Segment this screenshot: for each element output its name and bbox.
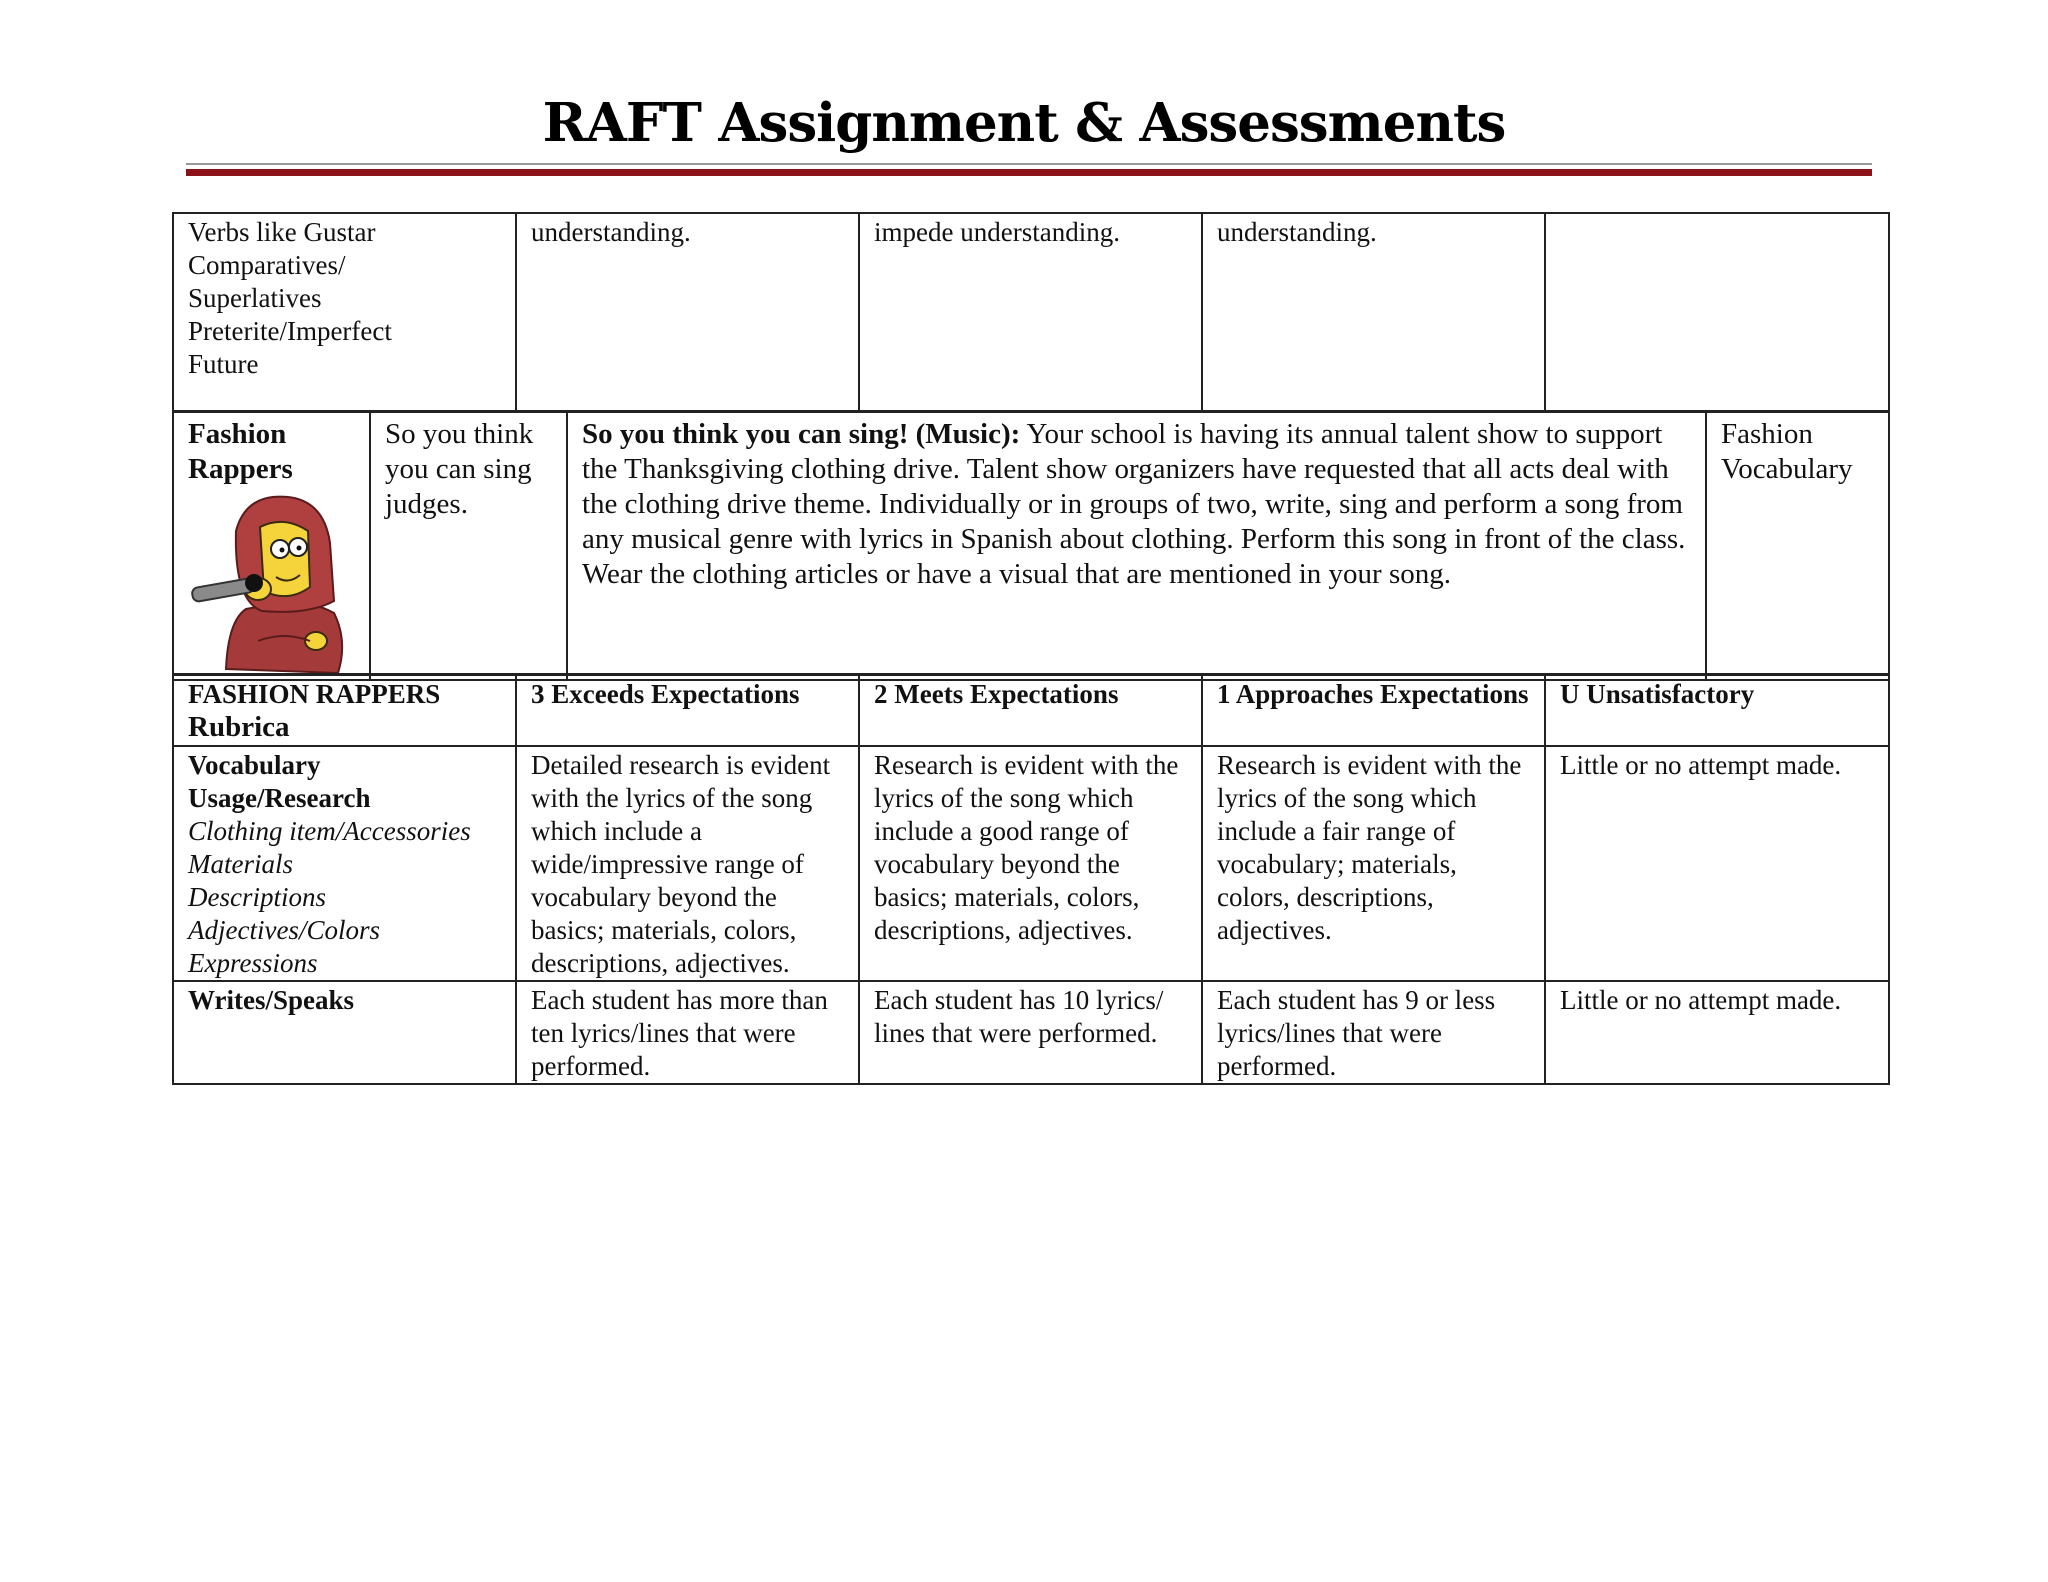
- raft-role-cell: [173, 412, 370, 681]
- criterion-title: Vocabulary: [188, 749, 321, 780]
- grammar-topic: Future: [188, 349, 259, 379]
- rubric-cell: Each student has 9 or less lyrics/lines that were performed.: [1202, 981, 1545, 1084]
- rubric-cell: Research is evident with the lyrics of the song which include a good range of vocabulary beyond the basics; materials, colors, descriptions, adjectives.: [859, 746, 1202, 981]
- criterion-detail: Descriptions: [188, 881, 326, 912]
- criterion-detail: Expressions: [188, 947, 318, 978]
- rubric-level-header: 3 Exceeds Expectations: [516, 675, 859, 746]
- raft-task-description: Your school is having its annual talent show to support the Thanksgiving clothing drive. Talent show organizers have requested that all acts deal with the clothing drive theme. Individually or in groups of two, write, sing and perform a song from any musical genre with lyrics in Spanish about clothing. Perform this song in front of the class. Wear the clothing articles or have a visual that are mentioned in your song.: [582, 418, 1686, 590]
- title-divider-thick: [186, 169, 1872, 176]
- rubric-criterion-cell: [173, 746, 516, 981]
- raft-audience-cell: So you think you can sing judges.: [370, 412, 567, 681]
- criterion-detail: Materials: [188, 848, 293, 879]
- raft-topic-cell: [1706, 412, 1889, 681]
- rubric-level-header: 2 Meets Expectations: [859, 675, 1202, 746]
- raft-topic: Fashion: [1721, 418, 1813, 450]
- grammar-level-2-cell: impede understanding.: [859, 213, 1202, 411]
- rubric-table: [172, 673, 1890, 1085]
- page-title: RAFT Assignment & Assessments: [542, 92, 1506, 154]
- rubric-level-header: U Unsatisfactory: [1545, 675, 1889, 746]
- rubric-level-header: 1 Approaches Expectations: [1202, 675, 1545, 746]
- raft-format-cell: [567, 412, 1706, 681]
- table-row: [173, 213, 1889, 411]
- title-divider-thin: [186, 163, 1872, 165]
- rubric-cell: Each student has more than ten lyrics/lines that were performed.: [516, 981, 859, 1084]
- rubric-title-cell: [173, 675, 516, 746]
- rubric-cell: Each student has 10 lyrics/ lines that were performed.: [859, 981, 1202, 1084]
- grammar-topic: Comparatives/: [188, 250, 346, 280]
- rubric-criterion-cell: [173, 981, 516, 1084]
- raft-role: Fashion: [188, 418, 287, 450]
- grammar-topic: Superlatives: [188, 283, 322, 313]
- rubric-header-row: [173, 675, 1889, 746]
- grammar-topics-cell: [173, 213, 516, 411]
- raft-table: [172, 410, 1890, 681]
- criterion-detail: Clothing item/Accessories: [188, 815, 471, 846]
- criterion-title: Writes/Speaks: [188, 984, 355, 1015]
- grammar-level-u-cell: [1545, 213, 1889, 411]
- table-row: [173, 412, 1889, 681]
- rubric-cell: Little or no attempt made.: [1545, 981, 1889, 1084]
- rubric-cell: Little or no attempt made.: [1545, 746, 1889, 981]
- rubric-cell: Detailed research is evident with the lyrics of the song which include a wide/impressive range of vocabulary beyond the basics; materials, colors, descriptions, adjectives.: [516, 746, 859, 981]
- grammar-level-3-cell: understanding.: [516, 213, 859, 411]
- grammar-topic: Verbs like Gustar: [188, 217, 376, 247]
- table-row: [173, 981, 1889, 1084]
- raft-topic: Vocabulary: [1721, 453, 1853, 485]
- rapper-cartoon-image: [188, 491, 364, 679]
- rubric-cell: Research is evident with the lyrics of the song which include a fair range of vocabulary; materials, colors, descriptions, adjectives.: [1202, 746, 1545, 981]
- rubric-title: FASHION RAPPERS: [188, 679, 441, 709]
- criterion-detail: Adjectives/Colors: [188, 914, 380, 945]
- raft-task-heading: So you think you can sing! (Music):: [582, 418, 1021, 450]
- grammar-continuation-table: [172, 212, 1890, 412]
- table-row: [173, 746, 1889, 981]
- raft-role: Rappers: [188, 453, 293, 485]
- grammar-level-1-cell: understanding.: [1202, 213, 1545, 411]
- criterion-title: Usage/Research: [188, 782, 371, 813]
- grammar-topic: Preterite/Imperfect: [188, 316, 392, 346]
- rubric-subtitle: Rubrica: [188, 711, 290, 743]
